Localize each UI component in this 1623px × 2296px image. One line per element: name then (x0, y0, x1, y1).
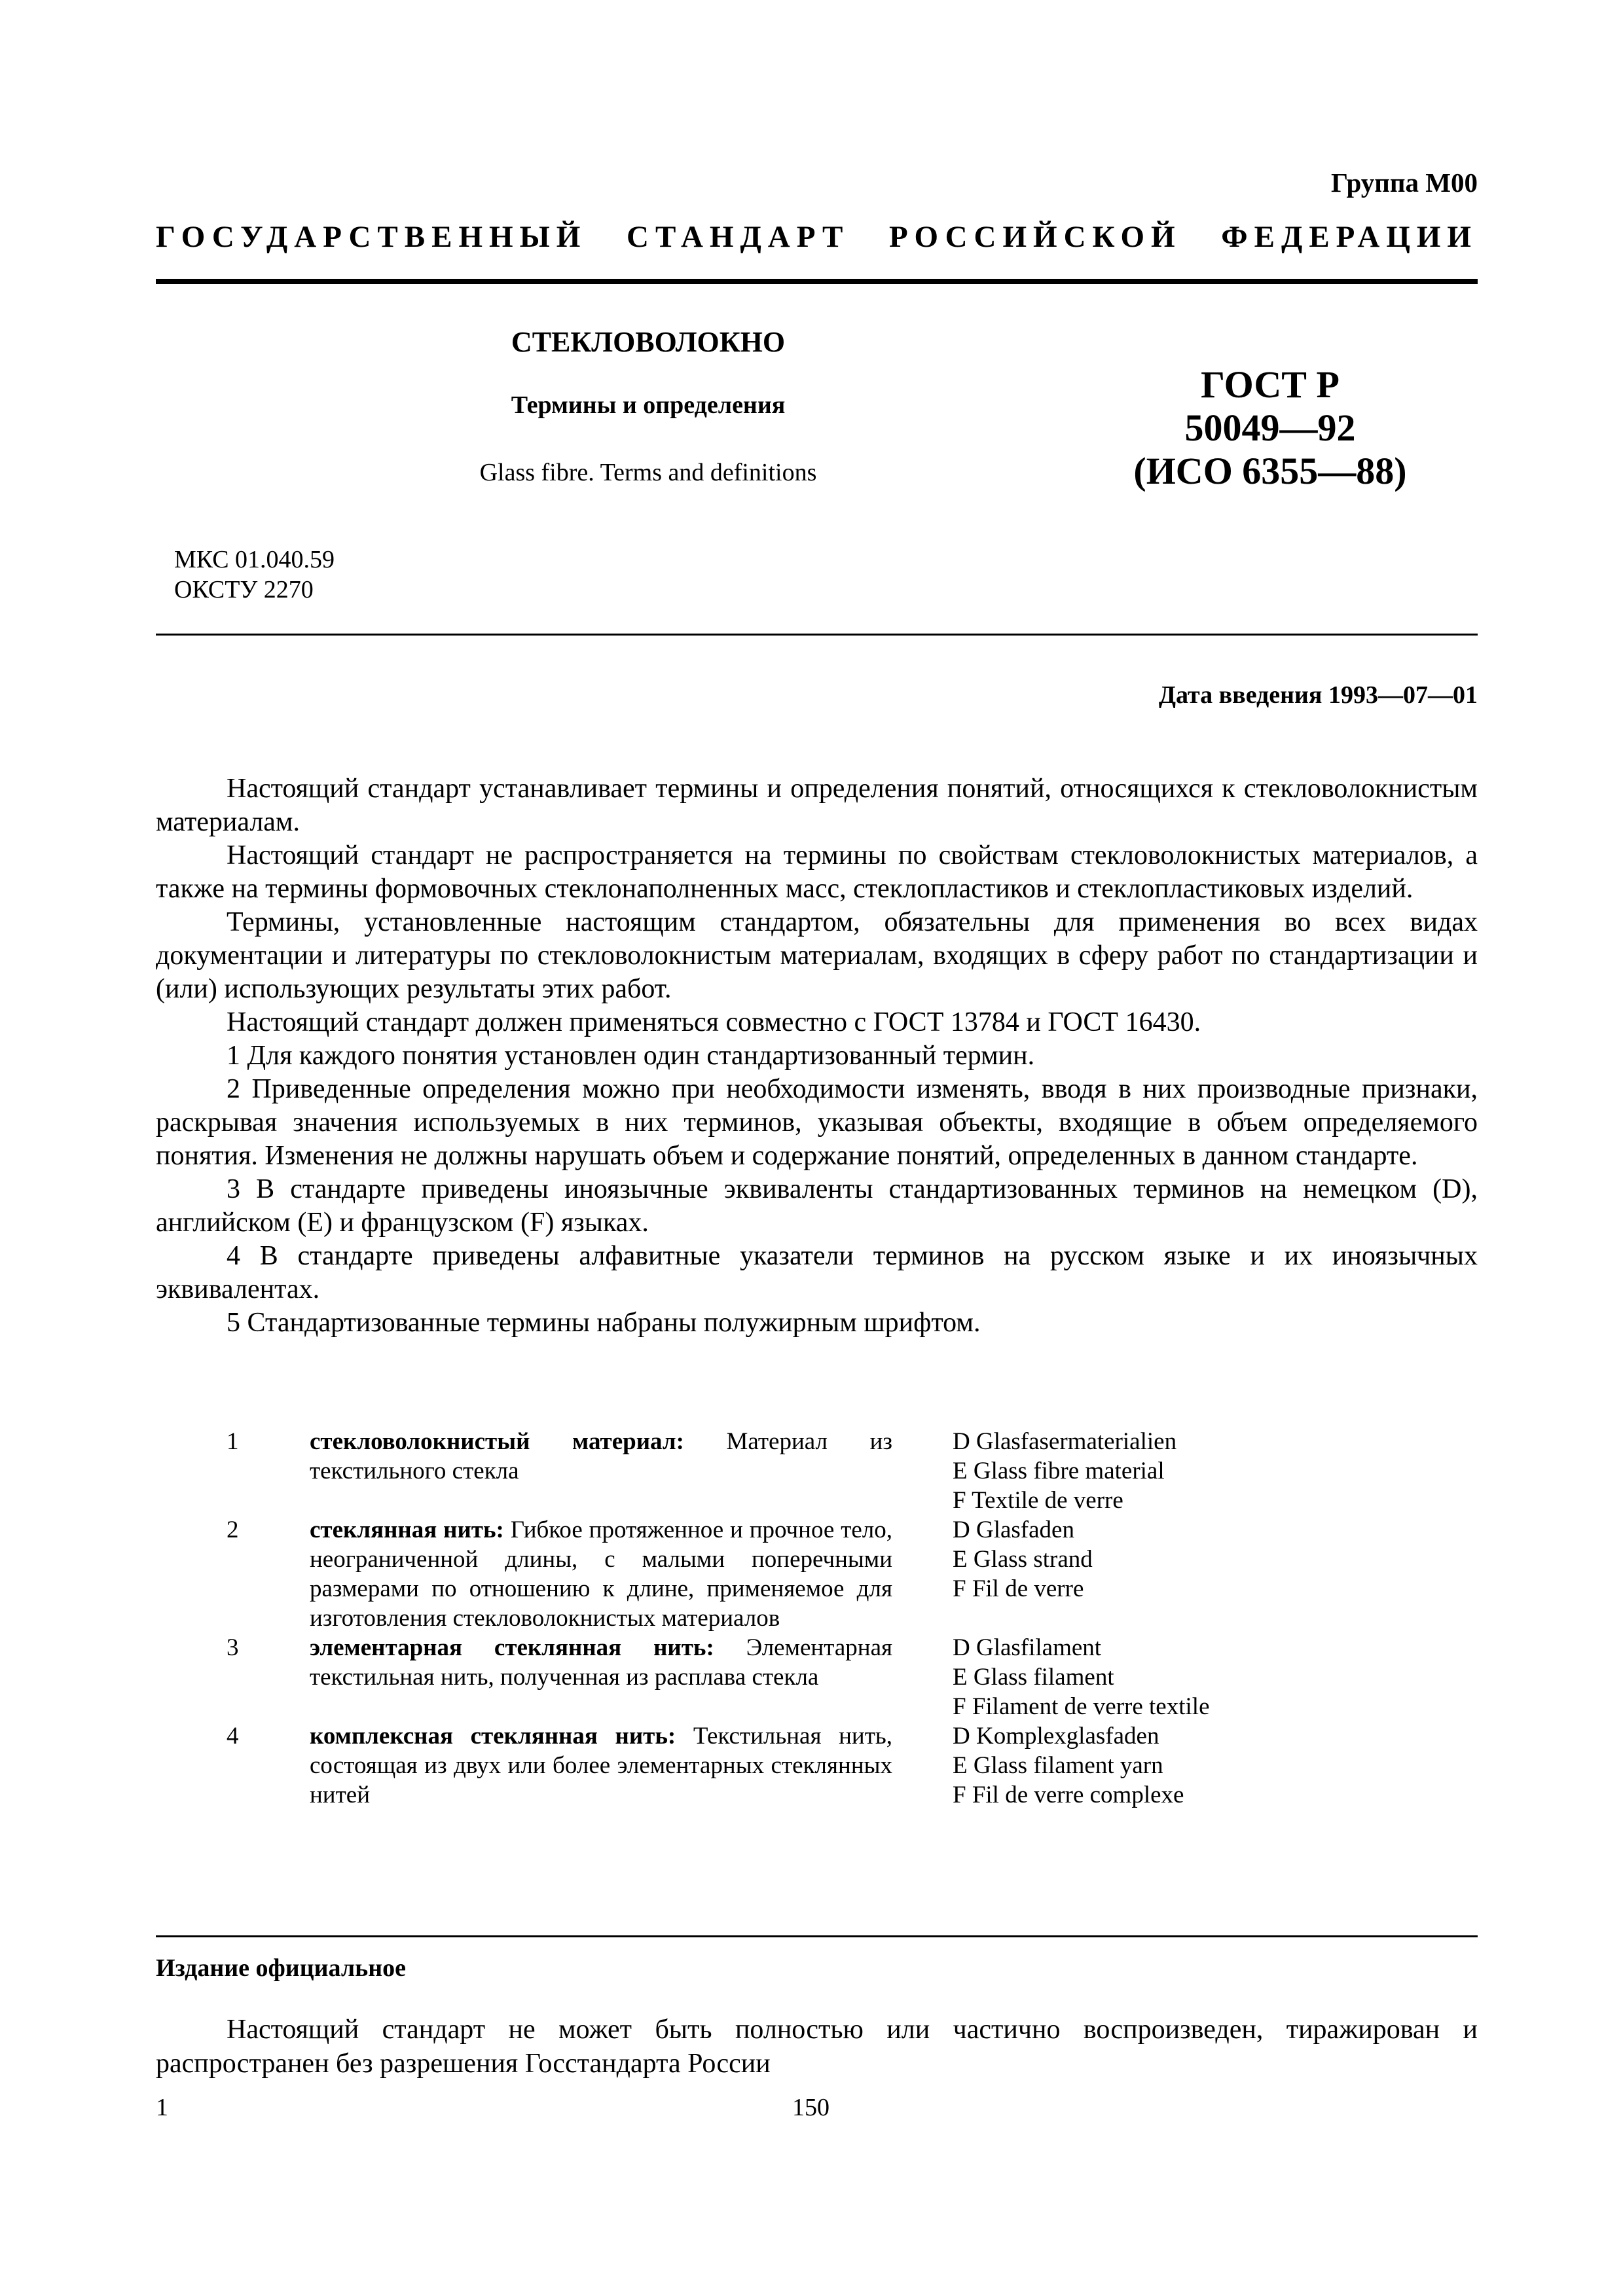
paragraph: Настоящий стандарт устанавливает термины и определения понятий, относящихся к стекловолокнистым материалам. (156, 774, 1478, 837)
gost-line-2: 50049—92 (1184, 406, 1356, 449)
paragraph: 4 В стандарте приведены алфавитные указатели терминов на русском языке и их иноязычных эквивалентах. (156, 1241, 1478, 1304)
section-rule (156, 634, 1478, 636)
german-equivalent: D Komplexglasfaden (953, 1723, 1159, 1749)
paragraph: 1 Для каждого понятия установлен один стандартизованный термин. (227, 1041, 1035, 1071)
french-equivalent: F Fil de verre (953, 1575, 1084, 1602)
state-word-1: ГОСУДАРСТВЕННЫЙ (156, 220, 587, 254)
term-name: элементарная стеклянная нить: (310, 1634, 714, 1661)
term-number: 2 (227, 1516, 239, 1543)
state-word-4: ФЕДЕРАЦИИ (1221, 220, 1478, 254)
introduction-date: Дата введения 1993—07—01 (1158, 681, 1478, 709)
paragraph: 5 Стандартизованные термины набраны полужирным шрифтом. (227, 1308, 981, 1338)
term-equivalents (953, 1515, 1411, 1633)
document-english-title: Glass fibre. Terms and definitions (479, 459, 817, 486)
paragraph: Настоящий стандарт должен применяться совместно с ГОСТ 13784 и ГОСТ 16430. (227, 1007, 1201, 1037)
term-equivalents (953, 1427, 1411, 1515)
classification-codes (174, 545, 335, 605)
term-text: Гибкое протяженное и прочное тело, неограниченной длины, с малыми поперечными размерами по отношению к длине, применяемое для изготовления стекловолокнистых материалов (310, 1516, 892, 1632)
term-number: 1 (227, 1428, 239, 1455)
paragraph: 3 В стандарте приведены иноязычные эквиваленты стандартизованных терминов на немецком (D), английском (E) и французском (F) языках. (156, 1174, 1478, 1238)
term-definition (310, 1721, 892, 1810)
term-number: 4 (227, 1723, 239, 1749)
term-entry (156, 1721, 1478, 1810)
term-name: стеклянная нить: (310, 1516, 504, 1543)
term-entry (156, 1515, 1478, 1633)
okstu-code: ОКСТУ 2270 (174, 576, 314, 603)
english-equivalent: E Glass filament (953, 1664, 1114, 1691)
english-equivalent: E Glass fibre material (953, 1458, 1165, 1484)
document-title: СТЕКЛОВОЛОКНО (511, 326, 786, 358)
term-equivalents (953, 1633, 1411, 1721)
gost-line-1: ГОСТ Р (1201, 363, 1340, 406)
gost-designation (1041, 363, 1499, 493)
group-code: Группа М00 (1331, 168, 1478, 198)
term-text: Текстильная нить, состоящая из двух или более элементарных стеклянных нитей (310, 1723, 892, 1808)
english-equivalent: E Glass filament yarn (953, 1752, 1163, 1779)
german-equivalent: D Glasfasermaterialien (953, 1428, 1177, 1455)
term-text: Материал из текстильного стекла (310, 1428, 892, 1484)
term-definition (310, 1633, 892, 1721)
term-entry (156, 1427, 1478, 1515)
paragraph: Термины, установленные настоящим стандартом, обязательны для применения во всех видах документации и литературы по стекловолокнистым материалам, входящих в сферу работ по стандартизации и (или) использующих результаты этих работ. (156, 907, 1478, 1004)
copyright-notice (156, 2013, 1478, 2081)
gost-line-3: (ИСО 6355—88) (1133, 450, 1407, 492)
term-text: Элементарная текстильная нить, полученная из расплава стекла (310, 1634, 893, 1691)
french-equivalent: F Textile de verre (953, 1487, 1123, 1514)
paragraph: Настоящий стандарт не распространяется на термины по свойствам стекловолокнистых материалов, а также на термины формовочных стеклонаполненных масс, стеклопластиков и стеклопластиковых изделий. (156, 840, 1478, 904)
state-word-2: СТАНДАРТ (627, 220, 850, 254)
page-number: 150 (792, 2094, 830, 2121)
body-text (156, 772, 1478, 1340)
terms-table (156, 1427, 1478, 1810)
term-name: комплексная стеклянная нить: (310, 1723, 676, 1749)
paragraph: 2 Приведенные определения можно при необходимости изменять, вводя в них производные признаки, раскрывая значения используемых в них терминов, указывая объекты, входящие в объем определяемого понятия. Изменения не должны нарушать объем и содержание понятий, определенных в данном стандарте. (156, 1074, 1478, 1171)
term-number: 3 (227, 1634, 239, 1661)
term-definition (310, 1515, 892, 1633)
term-equivalents (953, 1721, 1411, 1810)
footer-rule (156, 1935, 1478, 1937)
french-equivalent: F Filament de verre textile (953, 1693, 1210, 1720)
term-definition (310, 1427, 892, 1515)
notice-text: Настоящий стандарт не может быть полностью или частично воспроизведен, тиражирован и распространен без разрешения Госстандарта России (156, 2015, 1478, 2079)
footer-left-number: 1 (156, 2094, 168, 2121)
header-rule (156, 279, 1478, 284)
term-name: стекловолокнистый материал: (310, 1428, 684, 1455)
mks-code: МКС 01.040.59 (174, 546, 335, 573)
document-subtitle: Термины и определения (511, 391, 786, 419)
state-word-3: РОССИЙСКОЙ (889, 220, 1182, 254)
term-entry (156, 1633, 1478, 1721)
german-equivalent: D Glasfaden (953, 1516, 1074, 1543)
official-edition: Издание официальное (156, 1954, 407, 1982)
german-equivalent: D Glasfilament (953, 1634, 1102, 1661)
english-equivalent: E Glass strand (953, 1546, 1093, 1573)
french-equivalent: F Fil de verre complexe (953, 1782, 1184, 1808)
state-standard-heading (156, 219, 1478, 255)
